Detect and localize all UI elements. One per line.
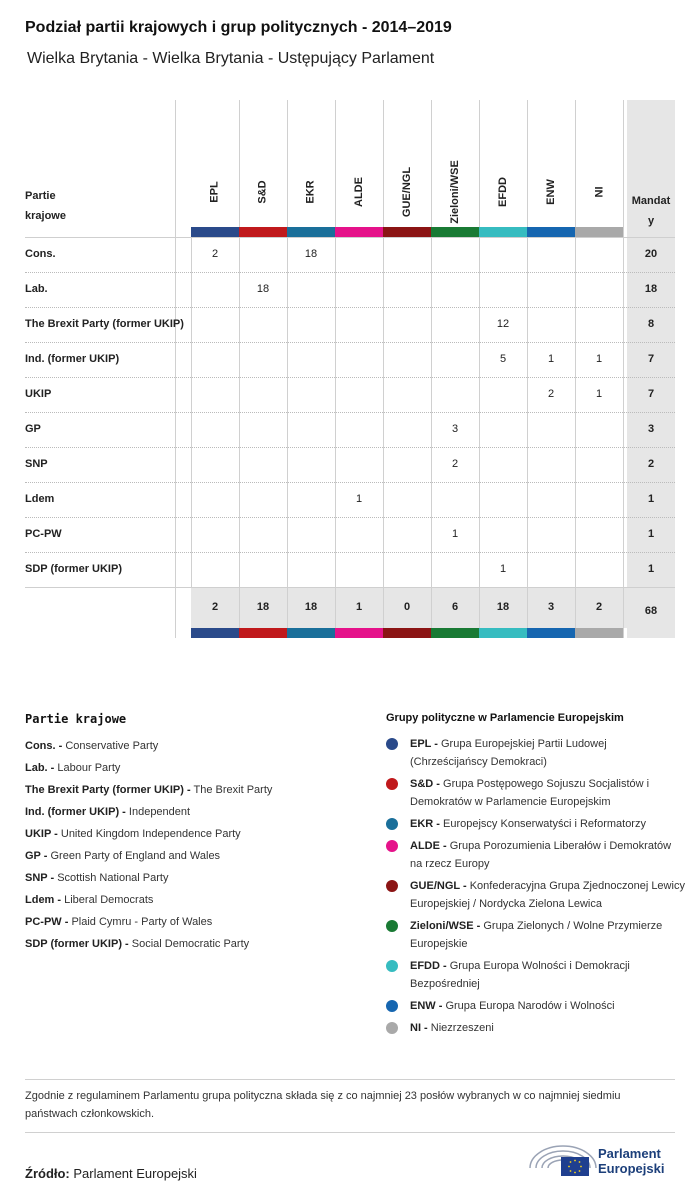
group-abbr: ALDE - bbox=[410, 840, 447, 852]
group-color-dot-icon bbox=[386, 778, 398, 790]
group-color-bar bbox=[383, 628, 431, 638]
row-divider bbox=[25, 517, 675, 518]
party-name: Ind. (former UKIP) bbox=[25, 353, 120, 365]
divider bbox=[25, 1132, 675, 1133]
source-line bbox=[25, 1166, 197, 1181]
seat-count: 2 bbox=[451, 458, 459, 470]
seat-count: 2 bbox=[211, 248, 219, 260]
group-legend-item bbox=[386, 917, 686, 953]
party-abbr: PC-PW - bbox=[25, 916, 69, 928]
group-color-bar bbox=[527, 227, 575, 237]
group-color-dot-icon bbox=[386, 920, 398, 932]
total-seats: 2 bbox=[647, 458, 655, 470]
seat-count: 5 bbox=[499, 353, 507, 365]
group-legend-item bbox=[386, 815, 686, 833]
party-header-line1: Partie bbox=[25, 190, 56, 202]
group-full-name: Grupa Europa Narodów i Wolności bbox=[445, 1000, 615, 1012]
column-separator bbox=[175, 100, 176, 638]
group-header-label: EPL bbox=[209, 181, 221, 203]
mandat-column-background bbox=[627, 100, 675, 638]
divider bbox=[25, 1079, 675, 1080]
group-legend-item bbox=[386, 775, 686, 811]
total-seats: 7 bbox=[647, 353, 655, 365]
group-full-name: Niezrzeszeni bbox=[430, 1022, 494, 1034]
party-full-name: United Kingdom Independence Party bbox=[60, 828, 241, 840]
grand-total: 68 bbox=[644, 605, 658, 617]
row-divider bbox=[25, 447, 675, 448]
column-separator bbox=[623, 100, 624, 638]
seat-count: 18 bbox=[304, 248, 318, 260]
seat-count: 3 bbox=[451, 423, 459, 435]
seat-count: 1 bbox=[451, 528, 459, 540]
total-seats: 8 bbox=[647, 318, 655, 330]
party-abbr: GP - bbox=[25, 850, 48, 862]
page-subtitle: Wielka Brytania - Wielka Brytania - Ustępujący Parlament bbox=[27, 50, 435, 67]
party-legend-title: Partie krajowe bbox=[25, 712, 127, 726]
party-name: SDP (former UKIP) bbox=[25, 563, 122, 575]
mandat-column-header bbox=[627, 191, 675, 231]
party-legend-item bbox=[25, 867, 272, 889]
group-total: 18 bbox=[304, 601, 318, 613]
group-color-bar bbox=[575, 628, 623, 638]
row-divider bbox=[25, 552, 675, 553]
party-abbr: Cons. - bbox=[25, 740, 63, 752]
total-seats: 18 bbox=[644, 283, 658, 295]
source-value: Parlament Europejski bbox=[73, 1166, 197, 1181]
party-full-name: Social Democratic Party bbox=[131, 938, 250, 950]
group-color-bar bbox=[479, 227, 527, 237]
party-legend-item bbox=[25, 779, 272, 801]
group-header-label: EFDD bbox=[496, 177, 509, 207]
row-divider bbox=[25, 237, 675, 238]
party-full-name: Liberal Democrats bbox=[64, 894, 154, 906]
party-legend-item bbox=[25, 845, 272, 867]
group-abbr: ENW - bbox=[410, 1000, 443, 1012]
party-full-name: Independent bbox=[128, 806, 191, 818]
party-abbr: Ldem - bbox=[25, 894, 62, 906]
group-color-bar bbox=[335, 628, 383, 638]
party-header-line2: krajowe bbox=[25, 210, 66, 222]
group-total: 6 bbox=[451, 601, 459, 613]
row-divider bbox=[25, 342, 675, 343]
group-color-bar bbox=[479, 628, 527, 638]
group-abbr: EPL - bbox=[410, 738, 438, 750]
party-full-name: Scottish National Party bbox=[57, 872, 169, 884]
group-legend-title: Grupy polityczne w Parlamencie Europejskim bbox=[386, 712, 624, 724]
party-abbr: Ind. (former UKIP) - bbox=[25, 806, 126, 818]
group-color-dot-icon bbox=[386, 960, 398, 972]
group-header-label: NI bbox=[593, 186, 605, 198]
group-header-label: Zieloni/WSE bbox=[449, 160, 461, 224]
row-divider bbox=[25, 412, 675, 413]
mandat-header-line2: y bbox=[647, 215, 655, 227]
group-header-label: GUE/NGL bbox=[401, 166, 413, 218]
group-legend-item bbox=[386, 837, 686, 873]
group-color-dot-icon bbox=[386, 840, 398, 852]
row-divider bbox=[25, 307, 675, 308]
party-abbr: UKIP - bbox=[25, 828, 58, 840]
group-color-bar bbox=[191, 227, 239, 237]
group-color-bar bbox=[191, 628, 239, 638]
group-full-name: Grupa Zielonych / Wolne Przymierze Europejskie bbox=[410, 920, 663, 950]
total-seats: 7 bbox=[647, 388, 655, 400]
party-name: Lab. bbox=[25, 283, 48, 295]
seat-count: 18 bbox=[256, 283, 270, 295]
group-color-bar bbox=[287, 227, 335, 237]
group-abbr: GUE/NGL - bbox=[410, 880, 467, 892]
group-color-bar bbox=[431, 227, 479, 237]
group-full-name: Grupa Porozumienia Liberałów i Demokratów na rzecz Europy bbox=[410, 840, 672, 870]
group-color-bar bbox=[239, 227, 287, 237]
group-color-bar bbox=[239, 628, 287, 638]
party-abbr: SNP - bbox=[25, 872, 55, 884]
group-color-bar bbox=[383, 227, 431, 237]
party-full-name: The Brexit Party bbox=[193, 784, 273, 796]
party-name: UKIP bbox=[25, 388, 52, 400]
hemicycle-icon bbox=[528, 1140, 598, 1182]
group-full-name: Grupa Europa Wolności i Demokracji Bezpośredniej bbox=[410, 960, 630, 990]
party-name: GP bbox=[25, 423, 41, 435]
total-seats: 1 bbox=[647, 563, 655, 575]
logo-line2: Europejski bbox=[598, 1161, 665, 1176]
parliament-logo bbox=[528, 1140, 678, 1182]
group-full-name: Grupa Europejskiej Partii Ludowej (Chrześcijańscy Demokraci) bbox=[410, 738, 607, 768]
group-full-name: Konfederacyjna Grupa Zjednoczonej Lewicy Europejskiej / Nordycka Zielona Lewica bbox=[410, 880, 685, 910]
group-abbr: NI - bbox=[410, 1022, 428, 1034]
group-abbr: EKR - bbox=[410, 818, 440, 830]
group-color-dot-icon bbox=[386, 1000, 398, 1012]
party-legend-item bbox=[25, 889, 272, 911]
group-legend bbox=[386, 712, 686, 1041]
party-name: PC-PW bbox=[25, 528, 62, 540]
party-abbr: Lab. - bbox=[25, 762, 55, 774]
total-seats: 1 bbox=[647, 528, 655, 540]
group-header-label: ENW bbox=[544, 179, 557, 205]
seat-count: 1 bbox=[499, 563, 507, 575]
party-full-name: Labour Party bbox=[57, 762, 121, 774]
group-abbr: S&D - bbox=[410, 778, 440, 790]
group-color-bar bbox=[527, 628, 575, 638]
logo-text bbox=[598, 1146, 664, 1176]
group-total: 18 bbox=[496, 601, 510, 613]
group-color-dot-icon bbox=[386, 738, 398, 750]
party-column-header bbox=[25, 186, 66, 226]
page-title: Podział partii krajowych i grup politycznych - 2014–2019 bbox=[25, 19, 452, 36]
group-color-bar bbox=[335, 227, 383, 237]
group-color-bar bbox=[575, 227, 623, 237]
group-total: 2 bbox=[211, 601, 219, 613]
group-color-bar bbox=[287, 628, 335, 638]
group-color-dot-icon bbox=[386, 818, 398, 830]
party-legend-item bbox=[25, 911, 272, 933]
group-abbr: Zieloni/WSE - bbox=[410, 920, 481, 932]
distribution-table bbox=[25, 100, 675, 640]
seat-count: 12 bbox=[496, 318, 510, 330]
party-legend-item bbox=[25, 933, 272, 955]
group-legend-item bbox=[386, 1019, 686, 1037]
party-abbr: SDP (former UKIP) - bbox=[25, 938, 129, 950]
total-seats: 3 bbox=[647, 423, 655, 435]
group-color-dot-icon bbox=[386, 880, 398, 892]
group-abbr: EFDD - bbox=[410, 960, 447, 972]
group-total: 2 bbox=[595, 601, 603, 613]
total-seats: 1 bbox=[647, 493, 655, 505]
party-legend-item bbox=[25, 735, 272, 757]
group-total: 0 bbox=[403, 601, 411, 613]
party-name: Ldem bbox=[25, 493, 55, 505]
row-divider bbox=[25, 587, 675, 588]
row-divider bbox=[25, 377, 675, 378]
row-divider bbox=[25, 482, 675, 483]
party-full-name: Conservative Party bbox=[65, 740, 159, 752]
party-legend-item bbox=[25, 801, 272, 823]
group-total: 1 bbox=[355, 601, 363, 613]
group-header-label: S&D bbox=[256, 180, 269, 204]
group-legend-item bbox=[386, 957, 686, 993]
group-legend-item bbox=[386, 735, 686, 771]
group-header-label: EKR bbox=[304, 180, 317, 204]
seat-count: 1 bbox=[547, 353, 555, 365]
party-name: Cons. bbox=[25, 248, 56, 260]
row-divider bbox=[25, 272, 675, 273]
group-color-dot-icon bbox=[386, 1022, 398, 1034]
group-total: 3 bbox=[547, 601, 555, 613]
party-full-name: Plaid Cymru - Party of Wales bbox=[71, 916, 213, 928]
party-name: The Brexit Party (former UKIP) bbox=[25, 318, 184, 330]
group-full-name: Grupa Postępowego Sojuszu Socjalistów i Demokratów w Parlamencie Europejskim bbox=[410, 778, 650, 808]
party-legend-item bbox=[25, 757, 272, 779]
mandat-header-line1: Mandat bbox=[631, 195, 671, 207]
group-full-name: Europejscy Konserwatyści i Reformatorzy bbox=[443, 818, 646, 830]
group-header-label: ALDE bbox=[352, 177, 365, 207]
seat-count: 2 bbox=[547, 388, 555, 400]
seat-count: 1 bbox=[595, 353, 603, 365]
party-abbr: The Brexit Party (former UKIP) - bbox=[25, 784, 191, 796]
party-full-name: Green Party of England and Wales bbox=[50, 850, 221, 862]
party-legend bbox=[25, 712, 272, 955]
total-seats: 20 bbox=[644, 248, 658, 260]
group-legend-item bbox=[386, 997, 686, 1015]
group-total: 18 bbox=[256, 601, 270, 613]
group-legend-item bbox=[386, 877, 686, 913]
party-name: SNP bbox=[25, 458, 48, 470]
footnote: Zgodnie z regulaminem Parlamentu grupa polityczna składa się z co najmniej 23 posłów wybranych w co najmniej siedmiu państwach członkowskich. bbox=[25, 1090, 621, 1120]
party-legend-item bbox=[25, 823, 272, 845]
group-color-bar bbox=[431, 628, 479, 638]
source-label: Źródło: bbox=[25, 1166, 70, 1181]
logo-line1: Parlament bbox=[598, 1146, 661, 1161]
seat-count: 1 bbox=[595, 388, 603, 400]
seat-count: 1 bbox=[355, 493, 363, 505]
